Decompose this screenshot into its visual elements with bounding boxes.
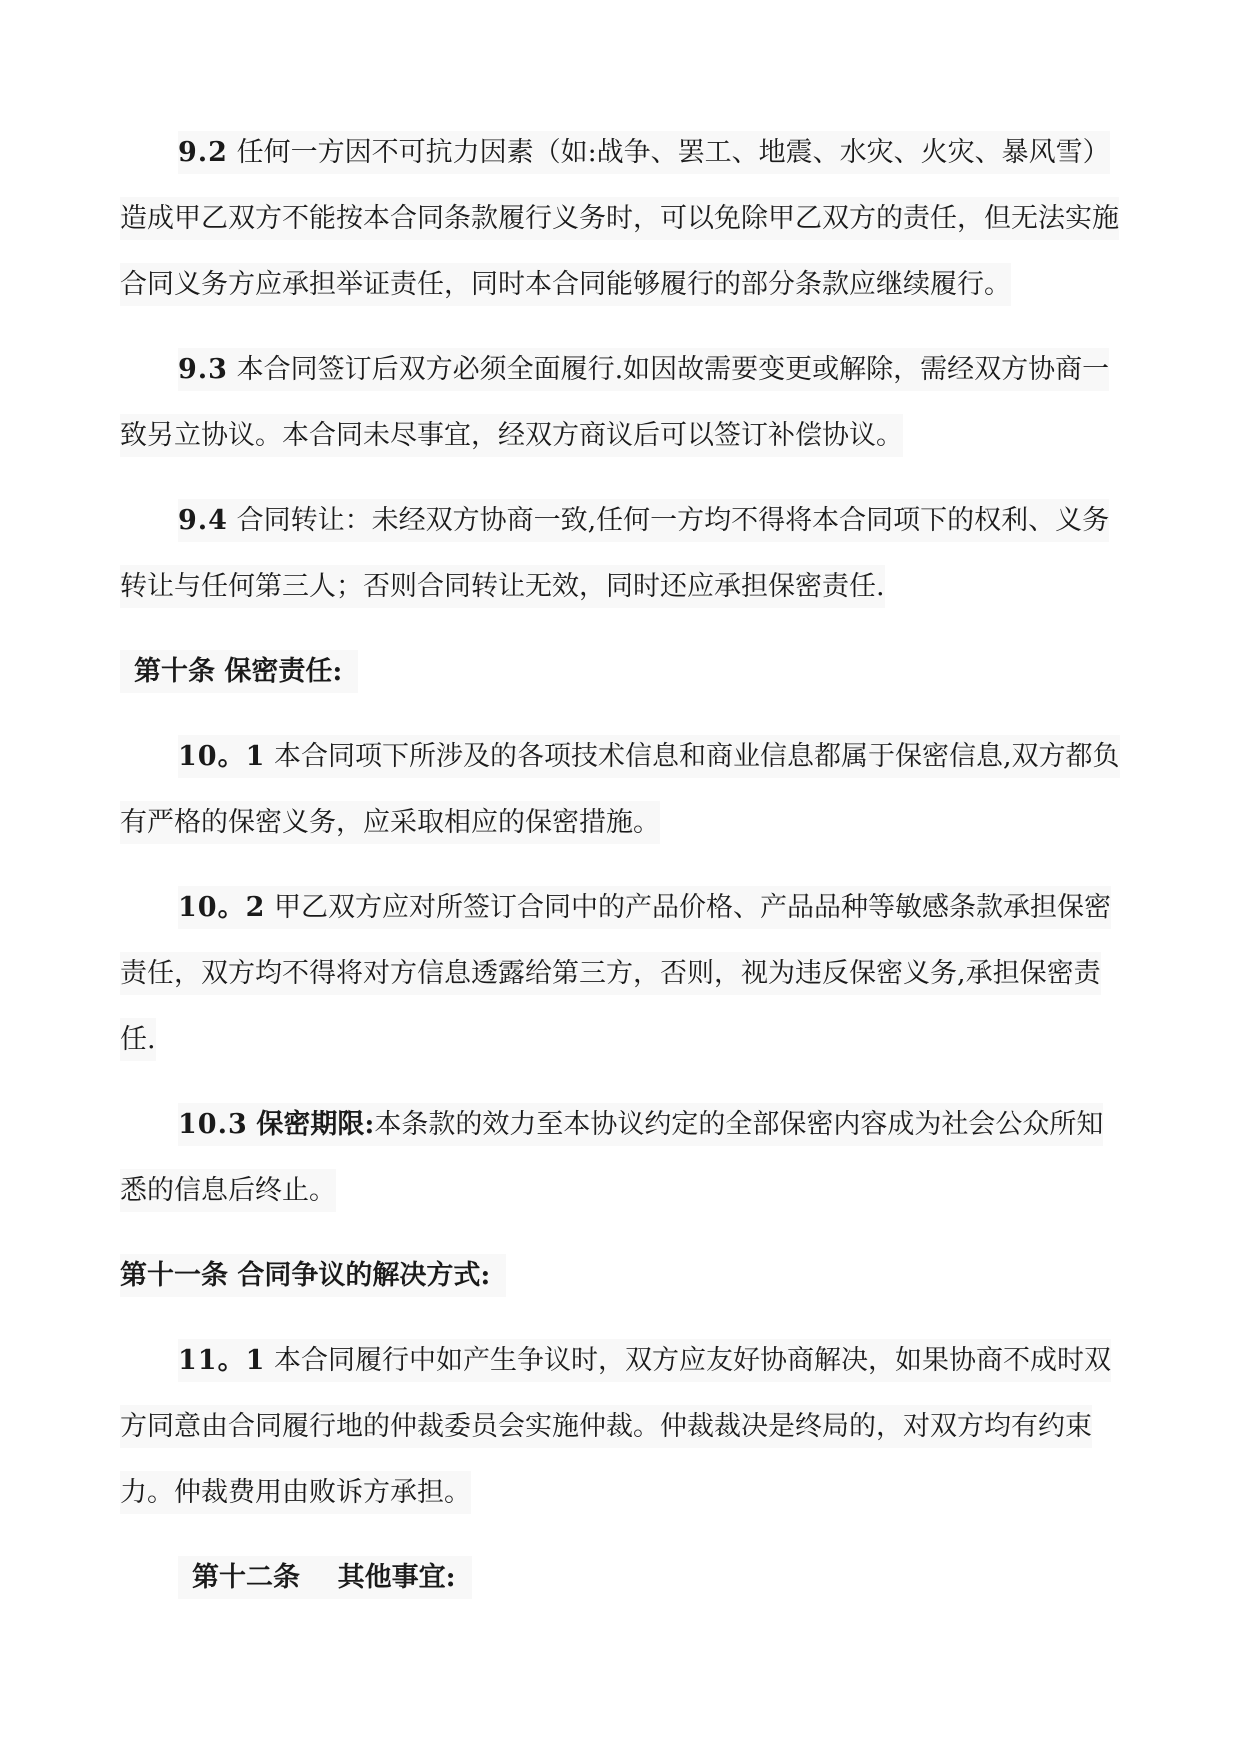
- article-12-heading: [120, 1545, 1130, 1611]
- clause-9-2: [120, 120, 1130, 318]
- clause-text: 甲乙双方应对所签订合同中的产品价格、产品品种等敏感条款承担保密责任，双方均不得将对方信息透露给第三方，否则，视为违反保密义务,承担保密责任.: [120, 892, 1111, 1055]
- clause-9-3: [120, 337, 1130, 469]
- document-page: [120, 120, 1130, 1630]
- clause-11-1: [120, 1328, 1130, 1526]
- clause-text: 本合同项下所涉及的各项技术信息和商业信息都属于保密信息,双方都负有严格的保密义务，应采取相应的保密措施。: [120, 741, 1120, 838]
- clause-bold-label: 保密期限:: [256, 1109, 375, 1140]
- clause-number: 10。1: [178, 741, 266, 772]
- heading-text: 第十条 保密责任:: [120, 650, 358, 693]
- clause-9-4: [120, 488, 1130, 620]
- heading-text: 第十一条 合同争议的解决方式:: [120, 1254, 506, 1297]
- article-11-heading: [120, 1243, 1130, 1309]
- clause-text: 本合同签订后双方必须全面履行.如因故需要变更或解除，需经双方协商一致另立协议。本合同未尽事宜，经双方商议后可以签订补偿协议。: [120, 354, 1110, 451]
- heading-text: 第十二条 其他事宜:: [178, 1556, 472, 1599]
- clause-number: 9.2: [178, 137, 228, 168]
- article-10-heading: [120, 639, 1130, 705]
- clause-10-2: [120, 875, 1130, 1073]
- clause-text: 本合同履行中如产生争议时，双方应友好协商解决，如果协商不成时双方同意由合同履行地的仲裁委员会实施仲裁。仲裁裁决是终局的，对双方均有约束力。仲裁费用由败诉方承担。: [120, 1345, 1111, 1508]
- clause-10-3: [120, 1092, 1130, 1224]
- clause-number: 9.4: [178, 505, 228, 536]
- clause-text: 合同转让：未经双方协商一致,任何一方均不得将本合同项下的权利、义务转让与任何第三人；否则合同转让无效，同时还应承担保密责任.: [120, 505, 1110, 602]
- clause-number: 10.3: [178, 1109, 248, 1140]
- clause-text: 任何一方因不可抗力因素（如:战争、罢工、地震、水灾、火灾、暴风雪）造成甲乙双方不能按本合同条款履行义务时，可以免除甲乙双方的责任，但无法实施合同义务方应承担举证责任，同时本合同能够履行的部分条款应继续履行。: [120, 137, 1119, 300]
- clause-number: 9.3: [178, 354, 228, 385]
- clause-10-1: [120, 724, 1130, 856]
- clause-number: 10。2: [178, 892, 266, 923]
- clause-number: 11。1: [178, 1345, 266, 1376]
- clause-text: 本条款的效力至本协议约定的全部保密内容成为社会公众所知悉的信息后终止。: [120, 1109, 1104, 1206]
